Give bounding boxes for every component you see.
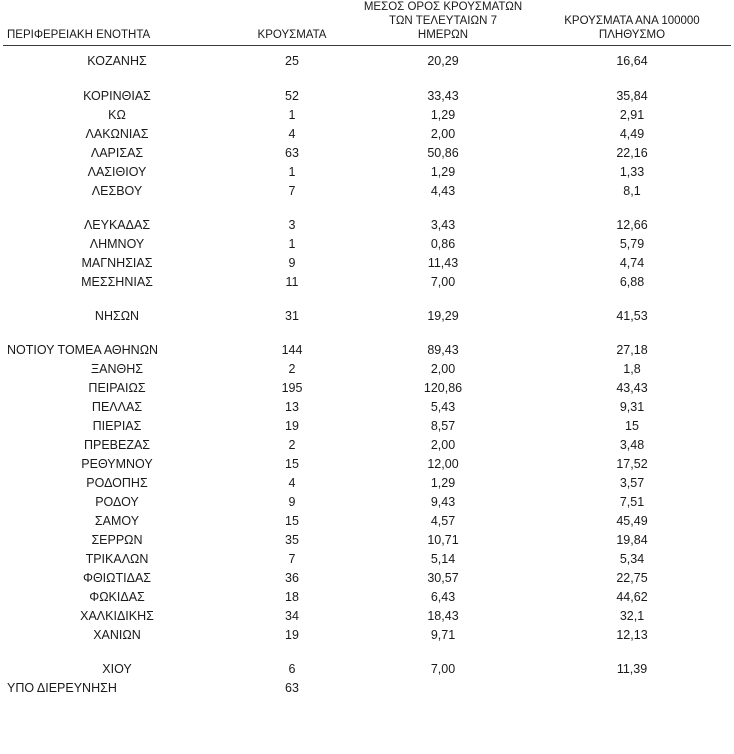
table-header-row [3, 0, 731, 46]
cell-per100k: 35,84 [616, 89, 648, 103]
cell-cases: 18 [285, 590, 299, 604]
cell-avg7: 7,00 [430, 662, 456, 676]
cell-avg7: 33,43 [427, 89, 459, 103]
cell-per100k: 12,13 [616, 628, 648, 642]
cell-region: ΚΟΖΑΝΗΣ [87, 53, 147, 68]
cell-cases: 25 [285, 53, 299, 68]
cell-per100k: 2,91 [619, 108, 645, 122]
table-row-spacer [3, 645, 731, 660]
cell-avg7: 12,00 [427, 457, 459, 471]
cell-per100k: 32,1 [619, 609, 645, 623]
table-row-spacer [3, 72, 731, 87]
cell-region: ΝΟΤΙΟΥ ΤΟΜΕΑ ΑΘΗΝΩΝ [7, 343, 159, 357]
cell-per100k: 44,62 [616, 590, 648, 604]
cell-avg7: 1,29 [430, 476, 456, 490]
table-row [3, 125, 731, 144]
cell-avg7: 10,71 [427, 533, 459, 547]
cell-region: ΠΙΕΡΙΑΣ [92, 419, 142, 433]
cell-region: ΛΕΥΚΑΔΑΣ [83, 218, 151, 232]
spacer-cell [3, 326, 731, 341]
cell-per100k: 3,48 [619, 438, 645, 452]
table-row-spacer [3, 326, 731, 341]
cell-avg7: 50,86 [427, 146, 459, 160]
cell-avg7: 6,43 [430, 590, 456, 604]
column-header-avg7-line1: ΜΕΣΟΣ ΟΡΟΣ ΚΡΟΥΣΜΑΤΩΝ [363, 1, 523, 13]
cell-region: ΣΕΡΡΩΝ [91, 533, 143, 547]
table-row [3, 679, 731, 698]
cell-region: ΠΕΛΛΑΣ [91, 400, 143, 414]
table-row [3, 360, 731, 379]
spacer-cell [3, 201, 731, 216]
cell-per100k: 4,74 [619, 256, 645, 270]
table-row [3, 531, 731, 550]
cell-per100k: 1,8 [623, 362, 641, 376]
table-row [3, 436, 731, 455]
table-row [3, 235, 731, 254]
cell-cases: 3 [288, 218, 296, 232]
cell-region: ΡΕΘΥΜΝΟΥ [81, 457, 153, 471]
cell-region: ΦΘΙΩΤΙΔΑΣ [82, 571, 152, 585]
cell-cases: 1 [288, 165, 296, 179]
cell-avg7: 4,43 [430, 184, 456, 198]
cell-cases: 1 [288, 108, 296, 122]
cell-cases: 4 [288, 476, 296, 490]
cell-avg7: 11,43 [427, 256, 459, 270]
table-body [3, 46, 731, 699]
table-row [3, 307, 731, 326]
cell-avg7: 5,43 [430, 400, 456, 414]
cell-avg7: 30,57 [427, 571, 459, 585]
cell-cases: 9 [288, 256, 296, 270]
cell-per100k: 45,49 [616, 514, 648, 528]
cell-cases: 31 [285, 309, 299, 323]
table-row [3, 493, 731, 512]
table-row [3, 254, 731, 273]
cell-per100k: 1,33 [619, 165, 645, 179]
cell-region: ΛΕΣΒΟΥ [91, 184, 143, 198]
cell-region: ΧΑΝΙΩΝ [93, 628, 141, 642]
cell-region: ΣΑΜΟΥ [94, 514, 140, 528]
cell-avg7: 3,43 [430, 218, 456, 232]
cell-per100k: 19,84 [616, 533, 648, 547]
column-header-cases-label: ΚΡΟΥΣΜΑΤΑ [257, 29, 327, 41]
table-row [3, 569, 731, 588]
table-row [3, 626, 731, 645]
cell-cases: 52 [285, 89, 299, 103]
column-header-cases [231, 0, 353, 46]
cell-avg7: 89,43 [427, 343, 459, 357]
cell-per100k: 5,34 [619, 552, 645, 566]
cell-region: ΚΟΡΙΝΘΙΑΣ [83, 89, 151, 103]
cell-cases: 144 [281, 343, 303, 357]
cell-cases: 1 [288, 237, 296, 251]
cell-avg7: 5,14 [430, 552, 456, 566]
cell-cases: 11 [285, 275, 299, 289]
column-header-per100k-line1: ΚΡΟΥΣΜΑΤΑ ΑΝΑ 100000 [564, 15, 700, 27]
cell-per100k: 9,31 [619, 400, 645, 414]
table-row [3, 588, 731, 607]
cell-avg7: 2,00 [430, 127, 456, 141]
cell-cases: 4 [288, 127, 296, 141]
cell-cases: 7 [288, 184, 296, 198]
cell-cases: 13 [285, 400, 299, 414]
cell-per100k: 27,18 [616, 343, 648, 357]
cell-cases: 35 [285, 533, 299, 547]
cell-avg7 [353, 679, 533, 698]
cell-cases: 2 [288, 438, 296, 452]
table-row-spacer [3, 292, 731, 307]
column-header-avg7-line3: ΗΜΕΡΩΝ [417, 29, 469, 41]
cell-cases: 19 [285, 419, 299, 433]
column-header-per100k [533, 0, 731, 46]
cell-per100k: 11,39 [616, 662, 648, 676]
cell-cases: 2 [288, 362, 296, 376]
cell-region: ΛΗΜΝΟΥ [89, 237, 145, 251]
regional-cases-table [3, 0, 731, 698]
cell-cases: 9 [288, 495, 296, 509]
cell-avg7: 120,86 [423, 381, 463, 395]
cell-per100k: 5,79 [619, 237, 645, 251]
cell-region: ΜΑΓΝΗΣΙΑΣ [81, 256, 153, 270]
cell-region: ΚΩ [108, 108, 126, 122]
spacer-cell [3, 72, 731, 87]
cell-cases: 15 [285, 514, 299, 528]
cell-avg7: 1,29 [430, 165, 456, 179]
cell-avg7: 7,00 [430, 275, 456, 289]
column-header-per100k-line2: ΠΛΗΘΥΣΜΟ [598, 29, 666, 41]
cell-region: ΠΡΕΒΕΖΑΣ [83, 438, 151, 452]
cell-region: ΦΩΚΙΔΑΣ [89, 590, 145, 604]
cell-avg7: 2,00 [430, 362, 456, 376]
table-row [3, 398, 731, 417]
cell-region: ΠΕΙΡΑΙΩΣ [88, 381, 146, 395]
spacer-cell [3, 645, 731, 660]
cell-per100k: 22,16 [616, 146, 648, 160]
table-row [3, 182, 731, 201]
table-row [3, 379, 731, 398]
cell-per100k: 3,57 [619, 476, 645, 490]
table-row-spacer [3, 201, 731, 216]
cell-region: ΛΑΣΙΘΙΟΥ [87, 165, 147, 179]
table-row [3, 455, 731, 474]
column-header-region-label: ΠΕΡΙΦΕΡΕΙΑΚΗ ΕΝΟΤΗΤΑ [7, 29, 151, 41]
cell-region: ΞΑΝΘΗΣ [91, 362, 143, 376]
table-row [3, 417, 731, 436]
cell-avg7: 19,29 [427, 309, 459, 323]
cell-cases: 195 [281, 381, 303, 395]
table-row [3, 550, 731, 569]
column-header-avg7-line2: ΤΩΝ ΤΕΛΕΥΤΑΙΩΝ 7 [389, 15, 497, 27]
cell-region: ΧΙΟΥ [102, 662, 132, 676]
cell-per100k: 17,52 [616, 457, 648, 471]
cell-region: ΡΟΔΟΥ [95, 495, 139, 509]
table-row [3, 163, 731, 182]
cell-region: ΡΟΔΟΠΗΣ [86, 476, 148, 490]
column-header-region [3, 0, 231, 46]
cell-per100k: 15 [625, 419, 639, 433]
table-row [3, 144, 731, 163]
cell-avg7: 9,71 [430, 628, 456, 642]
cell-cases: 15 [285, 457, 299, 471]
table-row [3, 106, 731, 125]
cell-avg7: 1,29 [430, 108, 456, 122]
cell-region: ΝΗΣΩΝ [94, 309, 140, 323]
cell-per100k: 16,64 [616, 53, 648, 68]
cell-cases: 7 [288, 552, 296, 566]
cell-avg7: 4,57 [430, 514, 456, 528]
cell-cases: 36 [285, 571, 299, 585]
cell-per100k: 43,43 [616, 381, 648, 395]
cell-per100k: 41,53 [616, 309, 648, 323]
cell-cases: 63 [285, 146, 299, 160]
spacer-cell [3, 292, 731, 307]
cell-region: ΧΑΛΚΙΔΙΚΗΣ [80, 609, 154, 623]
table-row [3, 87, 731, 106]
table-row [3, 474, 731, 493]
cell-per100k: 12,66 [616, 218, 648, 232]
cell-avg7: 2,00 [430, 438, 456, 452]
table-header [3, 0, 731, 46]
cell-per100k: 4,49 [619, 127, 645, 141]
table-row [3, 216, 731, 235]
cell-per100k: 8,1 [623, 184, 641, 198]
cell-cases: 63 [285, 681, 299, 695]
cell-per100k: 6,88 [619, 275, 645, 289]
cell-per100k: 7,51 [619, 495, 645, 509]
table-row [3, 46, 731, 73]
cell-cases: 19 [285, 628, 299, 642]
table-row [3, 512, 731, 531]
table-row [3, 607, 731, 626]
column-header-avg7 [353, 0, 533, 46]
cell-per100k [533, 679, 731, 698]
cell-region: ΛΑΡΙΣΑΣ [90, 146, 144, 160]
table-row [3, 273, 731, 292]
cell-region: ΥΠΟ ΔΙΕΡΕΥΝΗΣΗ [7, 681, 117, 695]
cell-region: ΜΕΣΣΗΝΙΑΣ [81, 275, 153, 289]
cell-avg7: 0,86 [430, 237, 456, 251]
cell-per100k: 22,75 [616, 571, 648, 585]
cell-region: ΛΑΚΩΝΙΑΣ [85, 127, 149, 141]
table-row [3, 660, 731, 679]
table-row [3, 341, 731, 360]
cell-avg7: 8,57 [430, 419, 456, 433]
cell-avg7: 18,43 [427, 609, 459, 623]
cell-cases: 6 [288, 662, 296, 676]
cell-cases: 34 [285, 609, 299, 623]
cell-avg7: 9,43 [430, 495, 456, 509]
cell-avg7: 20,29 [427, 53, 459, 68]
cell-region: ΤΡΙΚΑΛΩΝ [85, 552, 149, 566]
